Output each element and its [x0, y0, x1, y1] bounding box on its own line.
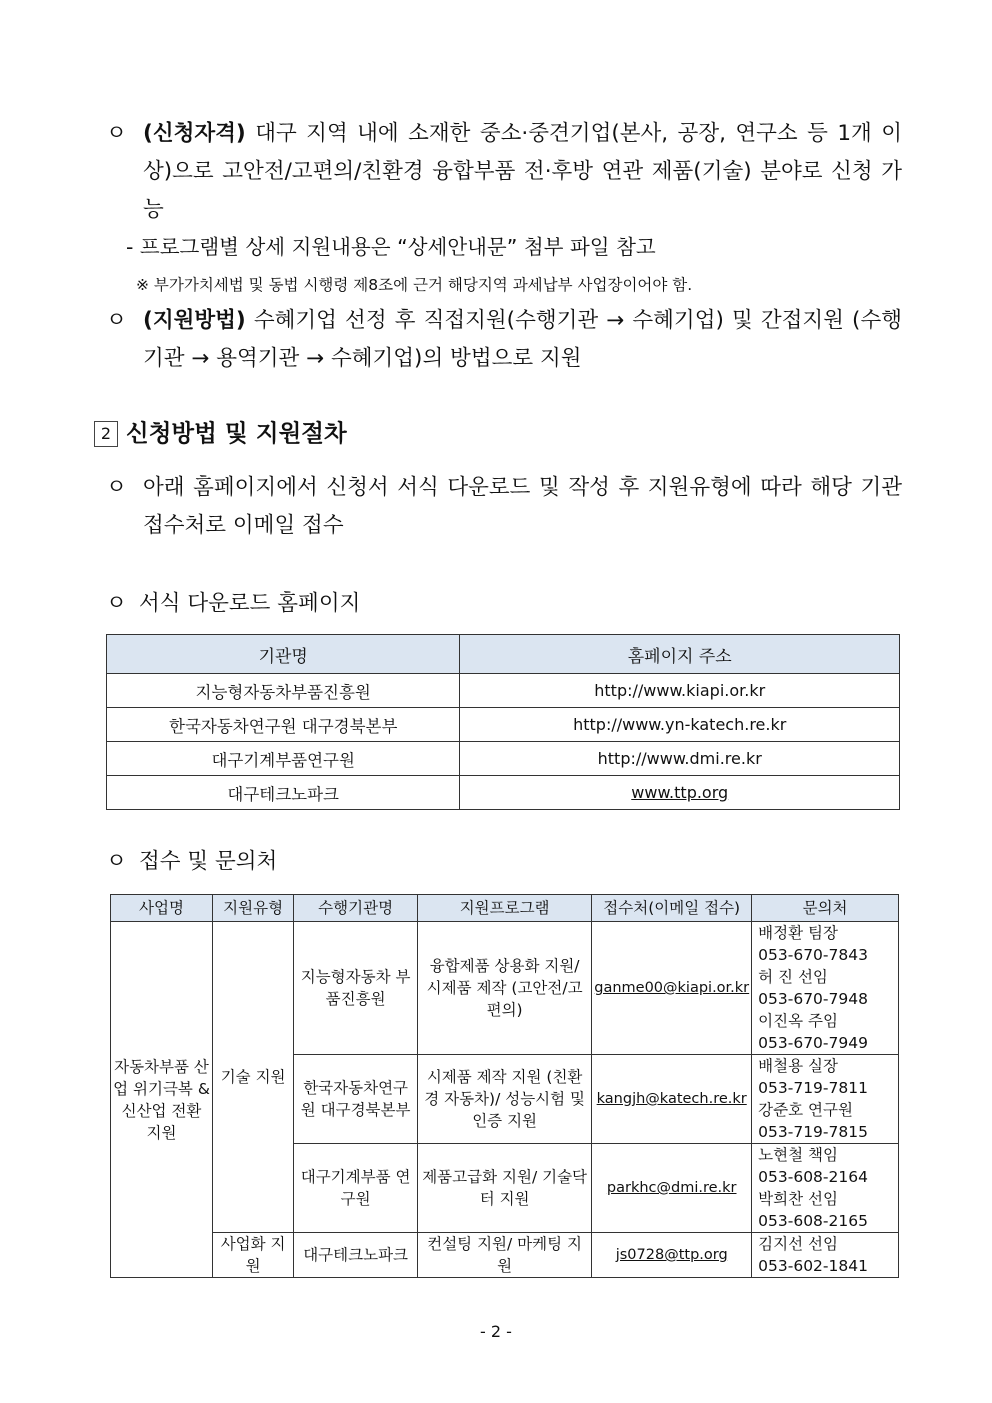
header-type: 지원유형	[213, 895, 294, 922]
homepage-link[interactable]: http://www.yn-katech.re.kr	[460, 708, 900, 742]
page-number: - 2 -	[480, 1322, 512, 1341]
support-method-paragraph	[106, 302, 902, 378]
table-header-row	[107, 635, 900, 674]
table-row	[107, 708, 900, 742]
header-url: 홈페이지 주소	[460, 635, 900, 674]
program: 시제품 제작 지원 (친환경 자동차)/ 성능시험 및 인증 지원	[417, 1055, 591, 1144]
support-method-lead: (지원방법)	[143, 308, 246, 333]
contact-info: 배철용 실장 053-719-7811 강준호 연구원 053-719-7815	[752, 1055, 899, 1144]
program: 제품고급화 지원/ 기술닥터 지원	[417, 1144, 591, 1233]
tax-note: ※ 부가가치세법 및 동법 시행령 제8조에 근거 해당지역 과세납부 사업장이어야 함.	[136, 276, 693, 294]
table-row	[107, 776, 900, 810]
org-name: 대구테크노파크	[107, 776, 460, 810]
section-heading	[94, 415, 347, 451]
contact-table	[110, 894, 899, 1278]
header-org: 기관명	[107, 635, 460, 674]
download-table-title: ㅇ 서식 다운로드 홈페이지	[106, 587, 360, 621]
bullet-mark: ㅇ	[106, 475, 127, 500]
org-name: 대구테크노파크	[294, 1233, 418, 1278]
header-business: 사업명	[111, 895, 213, 922]
table-row	[111, 922, 899, 1055]
program: 컨설팅 지원/ 마케팅 지원	[417, 1233, 591, 1278]
support-type-biz: 사업화 지원	[213, 1233, 294, 1278]
bullet-mark: ㅇ	[106, 849, 127, 874]
program: 융합제품 상용화 지원/ 시제품 제작 (고안전/고편의)	[417, 922, 591, 1055]
contact-table-title: ㅇ 접수 및 문의처	[106, 845, 277, 879]
application-paragraph	[106, 469, 902, 545]
email-link[interactable]: ganme00@kiapi.or.kr	[592, 922, 752, 1055]
org-name: 지능형자동차 부품진흥원	[294, 922, 418, 1055]
qualification-paragraph	[106, 115, 902, 229]
support-type-tech: 기술 지원	[213, 922, 294, 1233]
email-link[interactable]: js0728@ttp.org	[592, 1233, 752, 1278]
qualification-text: 대구 지역 내에 소재한 중소·중견기업(본사, 공장, 연구소 등 1개 이상)으로 고안전/고편의/친환경 융합부품 전·후방 연관 제품(기술) 분야로 신청 가능	[143, 121, 902, 222]
download-homepage-table	[106, 634, 900, 810]
section-number-box: 2	[94, 421, 118, 447]
org-name: 한국자동차연구원 대구경북본부	[107, 708, 460, 742]
detail-reference-line: - 프로그램별 상세 지원내용은 “상세안내문” 첨부 파일 참고	[126, 235, 656, 259]
homepage-link[interactable]: http://www.kiapi.or.kr	[460, 674, 900, 708]
homepage-link[interactable]: www.ttp.org	[460, 776, 900, 810]
homepage-link[interactable]: http://www.dmi.re.kr	[460, 742, 900, 776]
bullet-mark: ㅇ	[106, 591, 127, 616]
org-name: 한국자동차연구원 대구경북본부	[294, 1055, 418, 1144]
header-email: 접수처(이메일 접수)	[592, 895, 752, 922]
header-org: 수행기관명	[294, 895, 418, 922]
org-name: 대구기계부품연구원	[107, 742, 460, 776]
email-link[interactable]: parkhc@dmi.re.kr	[592, 1144, 752, 1233]
table-row	[107, 742, 900, 776]
org-name: 지능형자동차부품진흥원	[107, 674, 460, 708]
bullet-mark: ㅇ	[106, 308, 127, 333]
email-link[interactable]: kangjh@katech.re.kr	[592, 1055, 752, 1144]
support-method-text: 수혜기업 선정 후 직접지원(수행기관 → 수혜기업) 및 간접지원 (수행기관 → 용역기관 → 수혜기업)의 방법으로 지원	[143, 308, 902, 371]
org-name: 대구기계부품 연구원	[294, 1144, 418, 1233]
application-text: 아래 홈페이지에서 신청서 서식 다운로드 및 작성 후 지원유형에 따라 해당 기관 접수처로 이메일 접수	[143, 475, 902, 538]
contact-info: 배정환 팀장 053-670-7843 허 진 선임 053-670-7948 이진옥 주임 053-670-7949	[752, 922, 899, 1055]
qualification-lead: (신청자격)	[143, 121, 246, 146]
bullet-mark: ㅇ	[106, 121, 127, 146]
contact-info: 김지선 선임 053-602-1841	[752, 1233, 899, 1278]
section-title: 신청방법 및 지원절차	[126, 419, 347, 447]
table-row	[107, 674, 900, 708]
header-program: 지원프로그램	[417, 895, 591, 922]
table-header-row	[111, 895, 899, 922]
table-row	[111, 1233, 899, 1278]
business-name: 자동차부품 산업 위기극복 & 신산업 전환 지원	[111, 922, 213, 1278]
header-contact: 문의처	[752, 895, 899, 922]
contact-info: 노현철 책임 053-608-2164 박희찬 선임 053-608-2165	[752, 1144, 899, 1233]
